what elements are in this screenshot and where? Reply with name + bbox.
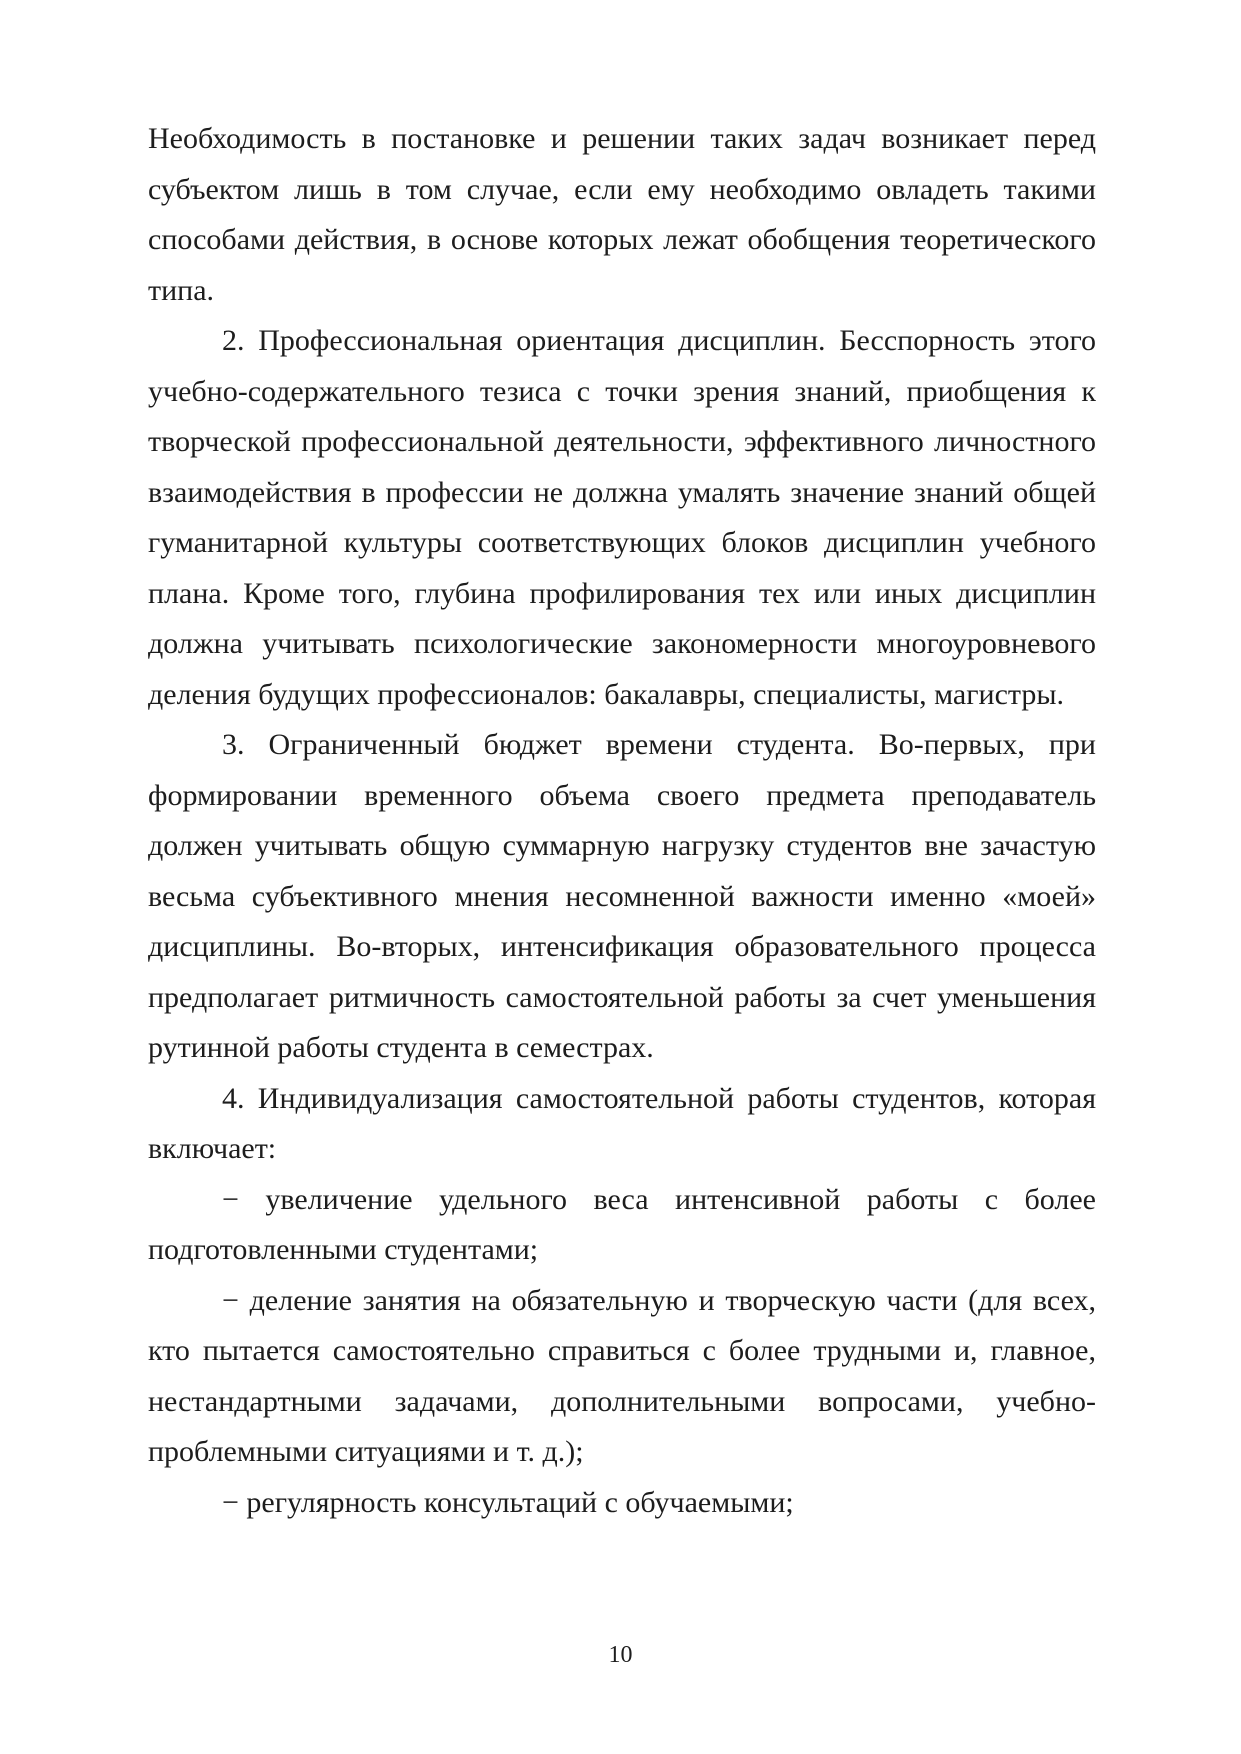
list-item: − увеличение удельного веса интенсивной работы с более подготовленными студентами;: [148, 1182, 1096, 1266]
paragraph-item-3: 3. Ограниченный бюджет времени студента. Во-первых, при формировании временного объема своего предмета преподаватель должен учитывать общую суммарную нагрузку студентов вне зачастую весьма субъективного мнения несомненной важности именно «моей» дисциплины. Во-вторых, интенсификация образовательного процесса предполагает ритмичность самостоятельной работы за счет уменьшения рутинной работы студента в семестрах.: [148, 728, 1096, 1064]
paragraph-item-2: 2. Профессиональная ориентация дисциплин. Бесспорность этого учебно-содержательного тезиса с точки зрения знаний, приобщения к творческой профессиональной деятельности, эффективного личностного взаимодействия в профессии не должна умалять значение знаний общей гуманитарной культуры соответствующих блоков дисциплин учебного плана. Кроме того, глубина профилирования тех или иных дисциплин должна учитывать психологические закономерности многоуровневого деления будущих профессионалов: бакалавры, специалисты, магистры.: [148, 324, 1096, 711]
body-text: [148, 114, 1096, 1528]
page-number: 10: [608, 1642, 633, 1668]
paragraph-item-4: 4. Индивидуализация самостоятельной работы студентов, которая включает:: [148, 1081, 1096, 1165]
paragraph-continuation: Необходимость в постановке и решении таких задач возникает перед субъектом лишь в том случае, если ему необходимо овладеть такими способами действия, в основе которых лежат обобщения теоретического типа.: [148, 122, 1096, 307]
list-item: − деление занятия на обязательную и творческую части (для всех, кто пытается самостоятельно справиться с более трудными и, главное, нестандартными задачами, дополнительными вопросами, учебно-проблемными ситуациями и т. д.);: [148, 1283, 1096, 1468]
list-item: − регулярность консультаций с обучаемыми;: [222, 1485, 794, 1519]
